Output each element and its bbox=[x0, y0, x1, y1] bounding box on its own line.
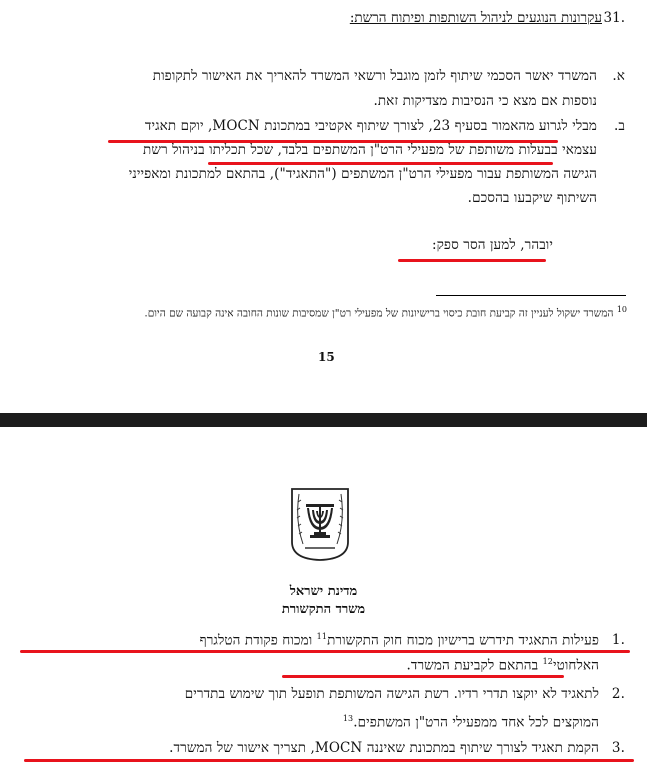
item-a-line-1: המשרד יאשר הסכמי שיתוף לזמן מוגבל ורשאי המשרד להאריך את האישור לתקופות bbox=[152, 68, 597, 84]
item-b-line-1: מבלי לגרוע מהאמור בסעיף 23, לצורך שיתוף אקטיבי במתכונת MOCN, יוקם תאגיד bbox=[144, 118, 597, 134]
footnote-ref-13: 13 bbox=[342, 714, 354, 723]
item-b-line-2: עצמאי בבעלות משותפת של מפעילי הרט"ן המשתפים בלבד, שכל תכליתו בניהול רשת bbox=[143, 142, 597, 158]
highlight-underline bbox=[282, 675, 564, 678]
item-1-line-2 bbox=[406, 657, 599, 674]
footnote-number: 10 bbox=[616, 305, 627, 314]
footnote-ref-11: 11 bbox=[316, 632, 328, 641]
item-3-number: 3. bbox=[611, 740, 625, 756]
item-b-line-3: הגישה המשותפת עבור מפעילי הרט"ן המשתפים ("התאגיד"), בהתאם למתכונת ומאפייני bbox=[128, 166, 597, 182]
item-1-text-d: בהתאם לקביעת המשרד. bbox=[406, 657, 543, 674]
highlight-underline bbox=[20, 650, 630, 653]
item-b-line-4: השיתוף שיקבעו בהסכם. bbox=[467, 190, 597, 206]
item-1-text-a: פעילות התאגיד תידרש ברישיון מכוח חוק התקשורת bbox=[327, 632, 599, 649]
item-2-number: 2. bbox=[611, 686, 625, 702]
state-emblem bbox=[289, 486, 351, 562]
footnote-10 bbox=[144, 305, 627, 320]
item-1-text-b: ומכוח פקודת הטלגרף bbox=[199, 632, 317, 649]
section-heading: עקרונות הנוגעים לניהול השותפות ופיתוח הרשת: bbox=[349, 10, 602, 26]
highlight-underline bbox=[398, 259, 546, 262]
item-3-line-1: הקמת תאגיד לצורך שיתוף במתכונת שאיננה MOCN, תצריך אישור של המשרד. bbox=[169, 740, 599, 756]
item-a-line-2: נוספות אם מצא כי הנסיבות מצדיקות זאת. bbox=[373, 93, 597, 109]
highlight-underline bbox=[208, 162, 553, 165]
item-b-marker: ב. bbox=[614, 118, 625, 134]
state-name: מדינת ישראל bbox=[289, 584, 358, 599]
section-number: 31. bbox=[603, 10, 625, 26]
item-1-number: 1. bbox=[611, 632, 625, 648]
item-2-text: המוקצים לכל אחד ממפעילי הרט"ן המשתפים. bbox=[353, 714, 599, 731]
page-number: 15 bbox=[318, 350, 335, 364]
item-2-line-2 bbox=[343, 714, 599, 731]
footnote-separator bbox=[436, 295, 626, 296]
page-break-bar bbox=[0, 413, 647, 427]
highlight-underline bbox=[24, 759, 634, 762]
item-1-line-1 bbox=[200, 632, 599, 649]
item-1-text-c: האלחוטי bbox=[552, 657, 599, 674]
item-2-line-1: לתאגיד לא יוקצו תדרי רדיו. רשת הגישה המשותפת תופעל תוך שימוש בתדרים bbox=[184, 686, 599, 702]
footnote-ref-12: 12 bbox=[542, 657, 553, 666]
clarification-line: יובהר, למען הסר ספק: bbox=[431, 237, 553, 253]
footnote-text: המשרד ישקול לעניין זה קביעת חובת כיסוי ברישיונות של מפעילי רט"ן שמסיבות שונות החובה אינה קבועה שם היום. bbox=[144, 307, 614, 320]
item-a-marker: א. bbox=[612, 68, 625, 84]
ministry-name: משרד התקשורת bbox=[281, 602, 366, 617]
